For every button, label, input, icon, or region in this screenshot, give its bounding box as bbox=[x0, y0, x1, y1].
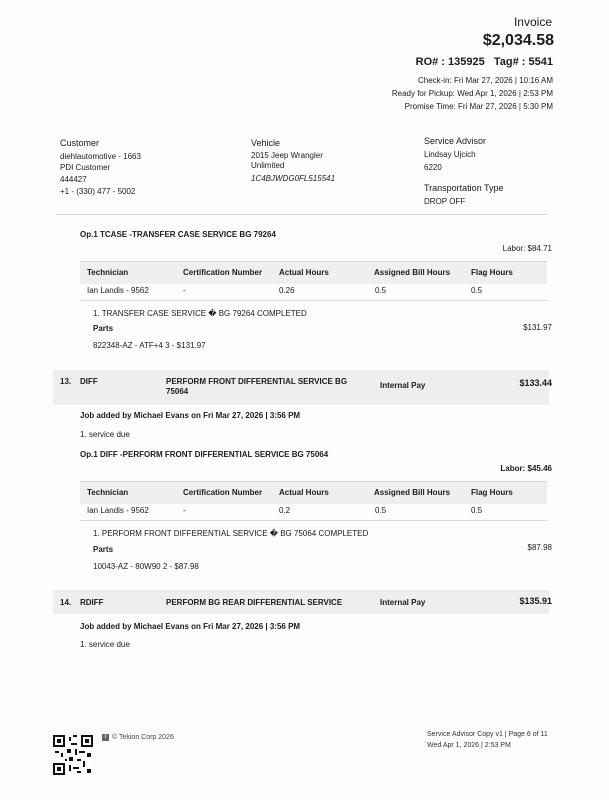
job-13-op-title: Op.1 DIFF -PERFORM FRONT DIFFERENTIAL SERVICE BG 75064 bbox=[80, 450, 329, 459]
advisor-id: 6220 bbox=[424, 163, 442, 172]
qr-code-graphic bbox=[53, 735, 93, 775]
job-13-added-by: Job added by Michael Evans on Fri Mar 27, 2026 | 3:56 PM bbox=[80, 411, 301, 420]
col-assigned-bill-hours: Assigned Bill Hours bbox=[374, 488, 451, 497]
customer-line3: 444427 bbox=[60, 175, 87, 184]
customer-heading: Customer bbox=[60, 138, 100, 148]
invoice-total: $2,034.58 bbox=[482, 32, 554, 49]
job-13-reason: 1. service due bbox=[80, 430, 130, 439]
job-13-parts-label: Parts bbox=[93, 545, 114, 554]
advisor-name: Lindsay Ujcich bbox=[424, 150, 476, 159]
job-13-table-header bbox=[80, 481, 547, 504]
transport-heading: Transportation Type bbox=[424, 183, 504, 193]
ready-pickup-time: Ready for Pickup: Wed Apr 1, 2026 | 2:53 PM bbox=[391, 89, 553, 98]
footer-date: Wed Apr 1, 2026 | 2:53 PM bbox=[427, 742, 511, 749]
advisor-heading: Service Advisor bbox=[424, 136, 487, 146]
job-14-added-by: Job added by Michael Evans on Fri Mar 27, 2026 | 3:56 PM bbox=[80, 622, 301, 631]
customer-line1: diehlautomotive - 1663 bbox=[60, 152, 141, 161]
col-assigned-bill-hours: Assigned Bill Hours bbox=[374, 268, 451, 277]
job-13-pay-type: Internal Pay bbox=[380, 381, 426, 390]
customer-line2: PDI Customer bbox=[60, 163, 111, 172]
flag-hours-cell: 0.5 bbox=[471, 286, 483, 295]
footer-copyright: © Tekion Corp 2026 bbox=[112, 734, 174, 741]
flag-hours-cell: 0.5 bbox=[471, 506, 483, 515]
job-13-part-item: 10043-AZ - 80W90 2 - $87.98 bbox=[93, 562, 199, 571]
col-flag-hours: Flag Hours bbox=[471, 268, 513, 277]
job-13-labor: Labor: $45.46 bbox=[500, 464, 552, 473]
invoice-label: Invoice bbox=[513, 15, 552, 29]
col-actual-hours: Actual Hours bbox=[279, 268, 329, 277]
op1-table-header bbox=[80, 261, 547, 284]
job-14-reason: 1. service due bbox=[80, 640, 130, 649]
op1-title bbox=[80, 230, 276, 239]
op1-step: 1. TRANSFER CASE SERVICE � BG 79264 COMPLETED bbox=[93, 309, 307, 318]
footer-copy-page: Service Advisor Copy v1 | Page 6 of 11 bbox=[427, 731, 548, 738]
assigned-bill-hours-cell: 0.5 bbox=[375, 506, 387, 515]
job-13-description: PERFORM FRONT DIFFERENTIAL SERVICE BG 75064 bbox=[166, 377, 348, 396]
job-13-step: 1. PERFORM FRONT DIFFERENTIAL SERVICE � BG 75064 COMPLETED bbox=[93, 529, 369, 538]
vehicle-line2: Unlimited bbox=[251, 161, 285, 170]
job-13-parts-total: $87.98 bbox=[527, 543, 552, 552]
col-actual-hours: Actual Hours bbox=[279, 488, 329, 497]
op1-labor: Labor: $84.71 bbox=[502, 244, 552, 253]
promise-time: Promise Time: Fri Mar 27, 2026 | 5:30 PM bbox=[404, 102, 553, 111]
row-divider bbox=[80, 300, 547, 301]
footer-brand bbox=[102, 734, 174, 741]
op1-part-item: 822348-AZ - ATF+4 3 - $131.97 bbox=[93, 341, 206, 350]
job-14-number: 14. bbox=[60, 598, 72, 607]
certification-cell: - bbox=[183, 506, 186, 515]
vehicle-vin: 1C4BJWDG0FL515541 bbox=[251, 174, 336, 183]
col-flag-hours: Flag Hours bbox=[471, 488, 513, 497]
col-technician: Technician bbox=[87, 268, 129, 277]
tekion-logo-icon: T bbox=[103, 734, 108, 740]
ro-tag-number: RO# : 135925 Tag# : 5541 bbox=[415, 56, 553, 68]
assigned-bill-hours-cell: 0.5 bbox=[375, 286, 387, 295]
row-divider bbox=[80, 520, 547, 521]
op1-parts-label: Parts bbox=[93, 324, 114, 333]
job-14-description: PERFORM BG REAR DIFFERENTIAL SERVICE bbox=[166, 598, 343, 607]
job-13-amount: $133.44 bbox=[519, 378, 552, 388]
op1-parts-total: $131.97 bbox=[523, 323, 552, 332]
vehicle-line1: 2015 Jeep Wrangler bbox=[251, 151, 323, 160]
col-technician: Technician bbox=[87, 488, 129, 497]
job-14-pay-type: Internal Pay bbox=[380, 598, 426, 607]
technician-cell: Ian Landis - 9562 bbox=[87, 286, 149, 295]
job-13-number: 13. bbox=[60, 377, 72, 386]
certification-cell: - bbox=[183, 286, 186, 295]
vehicle-heading: Vehicle bbox=[251, 138, 281, 148]
checkin-time: Check-in: Fri Mar 27, 2026 | 10:16 AM bbox=[417, 76, 553, 85]
actual-hours-cell: 0.26 bbox=[279, 286, 295, 295]
op1-title-text: Op.1 TCASE -TRANSFER CASE SERVICE BG 79264 bbox=[80, 230, 276, 239]
qr-code bbox=[53, 735, 93, 775]
section-divider bbox=[56, 214, 548, 215]
transport-type: DROP OFF bbox=[424, 197, 466, 206]
job-13-code: DIFF bbox=[80, 377, 98, 386]
col-certification: Certification Number bbox=[183, 488, 263, 497]
col-certification: Certification Number bbox=[183, 268, 263, 277]
technician-cell: Ian Landis - 9562 bbox=[87, 506, 149, 515]
job-14-amount: $135.91 bbox=[519, 596, 552, 606]
actual-hours-cell: 0.2 bbox=[279, 506, 291, 515]
job-14-code: RDIFF bbox=[80, 598, 104, 607]
customer-phone: +1 - (330) 477 - 5002 bbox=[60, 187, 136, 196]
